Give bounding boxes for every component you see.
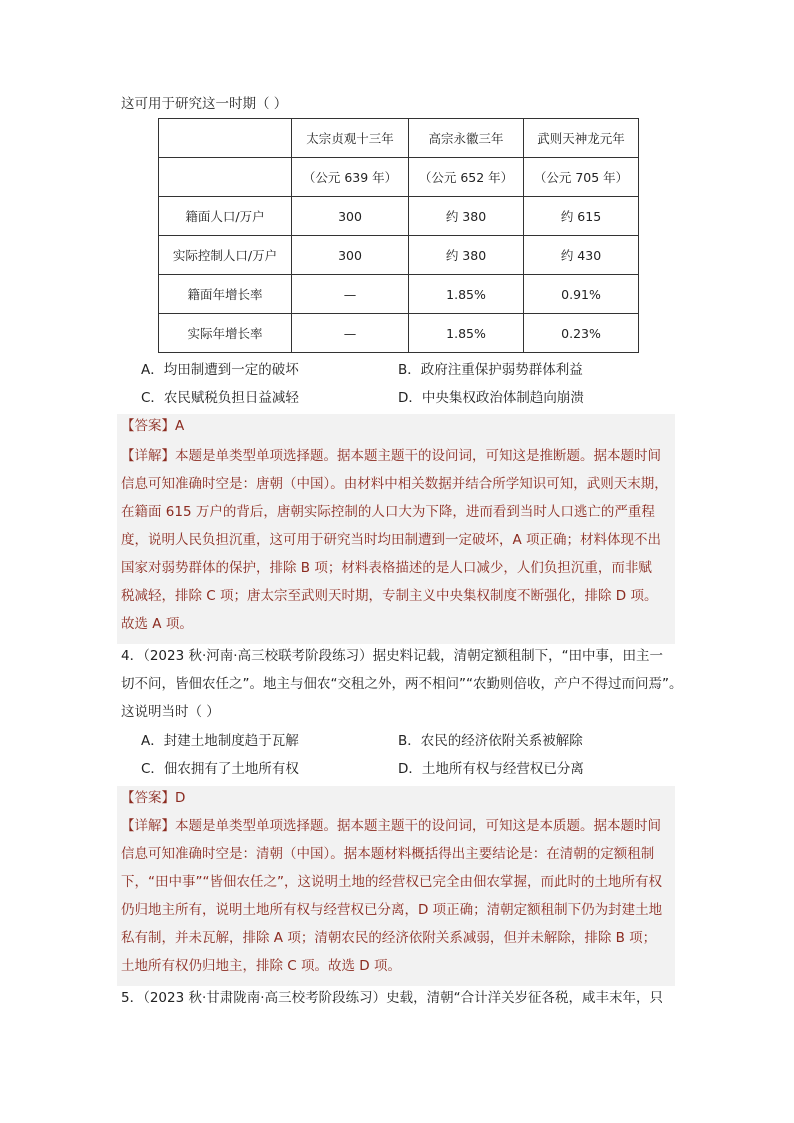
q4-stem-line: 切不问，皆佃农任之”。地主与佃农“交租之外，两不相问”“农勤则倍收，产户不得过而问焉”。 [121, 676, 683, 692]
table-header-row [159, 119, 639, 158]
table-cell: 约 380 [409, 236, 524, 275]
table-cell: 籍面年增长率 [159, 275, 292, 314]
q4-explanation-line: 信息可知准确时空是：清朝（中国）。据本题材料概括得出主要结论是：在清朝的定额租制 [121, 846, 655, 862]
table-cell [159, 119, 292, 158]
q3-explanation-line: 故选 A 项。 [121, 616, 193, 632]
q3-stem-tail: 这可用于研究这一时期（ ） [121, 96, 288, 112]
q4-option-b: B．农民的经济依附关系被解除 [398, 733, 583, 749]
table-cell [159, 158, 292, 197]
table-cell: 约 615 [524, 197, 639, 236]
table-cell: 约 380 [409, 197, 524, 236]
q4-option-c: C．佃农拥有了土地所有权 [141, 761, 299, 777]
table-cell: 300 [292, 236, 409, 275]
q4-stem-line: 这说明当时（ ） [121, 704, 220, 720]
table-cell: — [292, 314, 409, 353]
q3-explanation-line: 度，说明人民负担沉重，这可用于研究当时均田制遭到一定破坏，A 项正确；材料体现不出 [121, 532, 662, 548]
table-cell: 1.85% [409, 275, 524, 314]
table-cell: 实际控制人口/万户 [159, 236, 292, 275]
q3-explanation-line: 【详解】本题是单类型单项选择题。据本题主题干的设问词，可知这是推断题。据本题时间 [121, 448, 661, 464]
q3-option-d: D．中央集权政治体制趋向崩溃 [398, 390, 584, 406]
q3-option-c: C．农民赋税负担日益减轻 [141, 390, 299, 406]
table-cell: 武则天神龙元年 [524, 119, 639, 158]
table-row [159, 314, 639, 353]
table-row [159, 236, 639, 275]
q3-explanation-line: 信息可知准确时空是：唐朝（中国）。由材料中相关数据并结合所学知识可知，武则天末期， [121, 476, 668, 492]
q4-explanation-line: 土地所有权仍归地主，排除 C 项。故选 D 项。 [121, 958, 401, 974]
table-cell: 实际年增长率 [159, 314, 292, 353]
table-cell: 0.91% [524, 275, 639, 314]
table-cell: 高宗永徽三年 [409, 119, 524, 158]
table-cell: 太宗贞观十三年 [292, 119, 409, 158]
table-cell: （公元 639 年） [292, 158, 409, 197]
q4-stem-line: 4．（2023 秋·河南·高三校联考阶段练习）据史料记载，清朝定额租制下，“田中事，田主一 [121, 648, 664, 664]
q4-option-d: D．土地所有权与经营权已分离 [398, 761, 584, 777]
q3-answer-box [117, 414, 675, 644]
q4-option-a: A．封建土地制度趋于瓦解 [141, 733, 299, 749]
q4-answer-label: 【答案】D [121, 790, 186, 806]
q4-answer-box [117, 786, 675, 986]
table-row [159, 275, 639, 314]
q3-answer-label: 【答案】A [121, 418, 185, 434]
table-cell: （公元 652 年） [409, 158, 524, 197]
table-cell: 0.23% [524, 314, 639, 353]
q3-explanation-line: 税减轻，排除 C 项；唐太宗至武则天时期，专制主义中央集权制度不断强化，排除 D 项。 [121, 588, 658, 604]
table-cell: 约 430 [524, 236, 639, 275]
q4-explanation-line: 下，“田中事”“皆佃农任之”，这说明土地的经营权已完全由佃农掌握，而此时的土地所有权 [121, 874, 662, 890]
table-cell: 籍面人口/万户 [159, 197, 292, 236]
q3-explanation-line: 国家对弱势群体的保护，排除 B 项；材料表格描述的是人口减少，人们负担沉重，而非赋 [121, 560, 652, 576]
q3-explanation-line: 在籍面 615 万户的背后，唐朝实际控制的人口大为下降，进而看到当时人口逃亡的严重程 [121, 504, 655, 520]
q4-explanation-line: 仍归地主所有，说明土地所有权与经营权已分离，D 项正确；清朝定额租制下仍为封建土地 [121, 902, 663, 918]
q3-option-b: B．政府注重保护弱势群体利益 [398, 362, 583, 378]
table-row [159, 197, 639, 236]
table-cell: — [292, 275, 409, 314]
population-table [158, 118, 639, 353]
table-subheader-row [159, 158, 639, 197]
table-cell: 1.85% [409, 314, 524, 353]
table-cell: 300 [292, 197, 409, 236]
q5-stem-line: 5．（2023 秋·甘肃陇南·高三校考阶段练习）史载，清朝“合计洋关岁征各税，咸丰末年，只 [121, 990, 664, 1006]
q4-explanation-line: 私有制，并未瓦解，排除 A 项；清朝农民的经济依附关系减弱，但并未解除，排除 B 项； [121, 930, 657, 946]
table-cell: （公元 705 年） [524, 158, 639, 197]
q3-option-a: A．均田制遭到一定的破坏 [141, 362, 299, 378]
q4-explanation-line: 【详解】本题是单类型单项选择题。据本题主题干的设问词，可知这是本质题。据本题时间 [121, 818, 661, 834]
